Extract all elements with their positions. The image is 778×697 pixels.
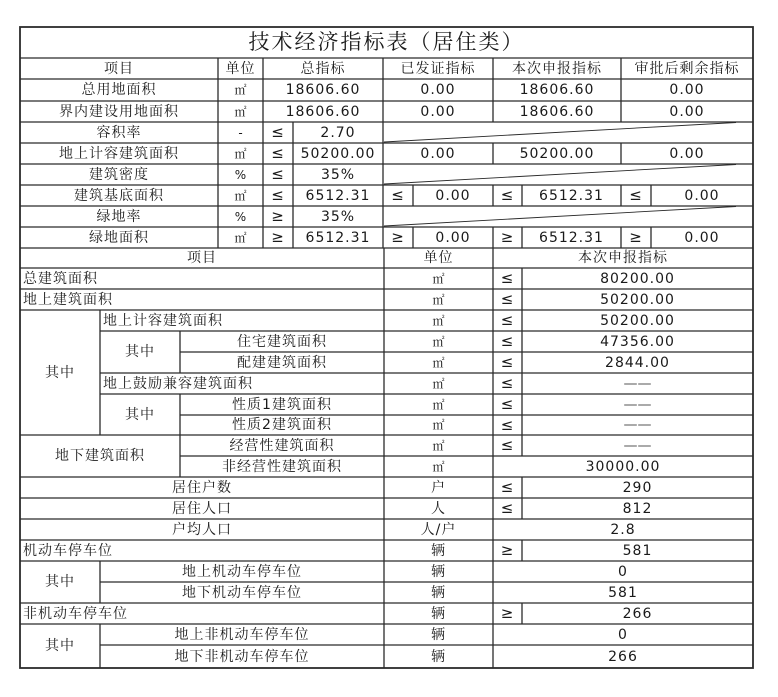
row-total-value: 35%	[320, 208, 356, 225]
row-issued-value: 0.00	[420, 103, 456, 120]
label-total-floor-area: 总建筑面积	[23, 270, 98, 287]
label-underground-area: 地下建筑面积	[55, 448, 145, 464]
label-type1-area: 性质1建筑面积	[232, 396, 332, 413]
label-of-which: 其中	[125, 406, 155, 423]
row-item-label: 绿地面积	[89, 229, 149, 246]
header-current: 本次申报指标	[512, 60, 602, 77]
row-remaining-value: 0.00	[684, 229, 720, 246]
row-value: 266	[622, 605, 653, 622]
row-operator: ≤	[500, 332, 515, 350]
header-item: 项目	[187, 250, 217, 266]
row-current-value: 18606.60	[519, 82, 595, 98]
row-current-value: 50200.00	[519, 145, 595, 162]
label-of-which: 其中	[45, 638, 75, 654]
table-title: 技术经济指标表（居住类）	[248, 30, 525, 54]
row-item-label: 总用地面积	[81, 82, 157, 98]
row-current-value: 6512.31	[539, 187, 604, 204]
row-unit: %	[234, 167, 247, 182]
row-unit: ㎡	[432, 418, 445, 432]
row-total-operator: ≤	[271, 123, 285, 141]
row-unit: ㎡	[234, 104, 247, 119]
row-operator: ≤	[500, 374, 515, 392]
row-item-label: 界内建设用地面积	[59, 103, 179, 120]
label-residential-area: 住宅建筑面积	[237, 333, 327, 350]
row-total-operator: ≤	[271, 186, 285, 204]
row-unit: ㎡	[234, 188, 247, 203]
row-unit: 辆	[431, 584, 446, 601]
header-total: 总指标	[300, 60, 346, 77]
row-remaining-value: 0.00	[669, 82, 705, 98]
row-unit: ㎡	[234, 146, 247, 161]
row-total-value: 50200.00	[300, 145, 376, 162]
row-operator: ≤	[500, 311, 515, 329]
row-total-operator: ≥	[271, 228, 285, 246]
row-value: 581	[622, 542, 653, 559]
row-unit: ㎡	[432, 292, 445, 307]
row-operator: ≤	[500, 415, 515, 434]
row-item-label: 绿地率	[96, 208, 142, 225]
row-item-label: 地上计容建筑面积	[59, 145, 179, 162]
row-unit: ㎡	[234, 83, 247, 97]
row-operator: ≤	[500, 478, 515, 496]
row-value: 266	[608, 648, 638, 665]
row-unit: 户	[431, 479, 446, 496]
row-value: 0	[618, 626, 628, 643]
row-unit: ㎡	[432, 438, 445, 453]
row-unit: 人	[431, 500, 446, 517]
row-total-operator: ≤	[271, 144, 285, 162]
row-remaining-operator: ≤	[629, 186, 643, 204]
label-above-ground-area: 地上建筑面积	[23, 291, 113, 308]
row-current-value: 18606.60	[519, 103, 595, 120]
row-operator: ≤	[500, 353, 515, 371]
label-incentive-far-area: 地上鼓励兼容建筑面积	[103, 375, 253, 392]
label-of-which: 其中	[45, 574, 75, 590]
row-unit: 辆	[431, 542, 446, 559]
row-issued-value: 0.00	[435, 229, 471, 246]
row-value: 2844.00	[605, 354, 670, 371]
label-motor-above: 地上机动车停车位	[182, 563, 302, 580]
row-value: 47356.00	[600, 333, 675, 350]
row-issued-value: 0.00	[435, 187, 471, 204]
row-value: 290	[622, 479, 653, 496]
row-current-operator: ≥	[500, 228, 515, 246]
label-population: 居住人口	[172, 500, 232, 517]
row-unit: ㎡	[234, 230, 247, 245]
header-current: 本次申报指标	[578, 250, 668, 266]
header-issued: 已发证指标	[400, 60, 476, 77]
row-unit: 辆	[431, 648, 446, 665]
header-unit: 单位	[423, 250, 454, 266]
row-issued-operator: ≤	[391, 186, 405, 204]
row-operator: ≤	[500, 395, 515, 413]
label-avg-household: 户均人口	[172, 521, 232, 538]
label-nonmotor-below: 地下非机动车停车位	[174, 648, 310, 665]
row-item-label: 建筑基底面积	[74, 187, 164, 204]
row-value: 0	[618, 563, 628, 580]
row-current-value: 6512.31	[539, 229, 604, 246]
label-of-which: 其中	[45, 364, 75, 381]
header-item: 项目	[104, 60, 134, 77]
row-unit: %	[234, 209, 247, 224]
row-issued-value: 0.00	[420, 82, 456, 98]
row-issued-operator: ≥	[391, 228, 405, 246]
row-total-value: 35%	[320, 166, 356, 183]
row-total-value: 2.70	[320, 124, 356, 141]
row-value: ——	[623, 396, 652, 413]
row-operator: ≤	[500, 436, 515, 454]
label-noncommercial-area: 非经营性建筑面积	[222, 458, 342, 475]
row-unit: ㎡	[432, 459, 445, 474]
row-value: ——	[623, 375, 652, 392]
row-unit: ㎡	[432, 313, 445, 328]
row-total-value: 6512.31	[305, 229, 371, 246]
row-value: 2.8	[610, 521, 636, 538]
label-motor-below: 地下机动车停车位	[182, 584, 302, 601]
row-unit: 辆	[431, 626, 446, 643]
row-value: 581	[608, 584, 638, 601]
row-value: 50200.00	[600, 291, 675, 308]
row-value: 812	[622, 500, 653, 517]
row-item-label: 容积率	[96, 124, 142, 141]
row-operator: ≥	[500, 541, 515, 559]
header-unit: 单位	[225, 60, 256, 77]
row-unit: 人/户	[420, 521, 457, 538]
label-nonmotor-above: 地上非机动车停车位	[174, 626, 310, 643]
row-unit: ㎡	[432, 397, 445, 412]
row-value: ——	[623, 437, 652, 454]
row-total-value: 18606.60	[285, 103, 361, 120]
row-unit: -	[238, 125, 243, 140]
label-motor-parking: 机动车停车位	[23, 542, 113, 559]
label-commercial-area: 经营性建筑面积	[229, 437, 335, 454]
row-total-value: 6512.31	[305, 187, 371, 204]
row-remaining-operator: ≥	[629, 228, 643, 246]
row-current-operator: ≤	[500, 186, 515, 204]
row-value: 30000.00	[585, 458, 661, 475]
label-supporting-area: 配建建筑面积	[237, 354, 327, 371]
header-remaining: 审批后剩余指标	[634, 60, 740, 77]
row-value: ——	[623, 417, 652, 433]
row-total-operator: ≤	[271, 165, 285, 183]
label-households: 居住户数	[172, 479, 232, 496]
label-type2-area: 性质2建筑面积	[232, 417, 332, 433]
row-item-label: 建筑密度	[89, 166, 149, 183]
label-of-which: 其中	[125, 344, 155, 360]
row-unit: 辆	[431, 563, 446, 580]
row-operator: ≤	[500, 290, 515, 308]
row-unit: 辆	[431, 605, 446, 622]
row-value: 80200.00	[600, 270, 675, 287]
row-unit: ㎡	[432, 355, 445, 370]
row-remaining-value: 0.00	[669, 103, 705, 120]
label-above-far-area: 地上计容建筑面积	[103, 312, 223, 329]
row-operator: ≤	[500, 499, 515, 517]
label-nonmotor-parking: 非机动车停车位	[23, 605, 128, 622]
row-operator: ≤	[500, 269, 515, 287]
row-unit: ㎡	[432, 334, 445, 349]
row-total-operator: ≥	[271, 207, 285, 225]
row-remaining-value: 0.00	[669, 145, 705, 162]
row-unit: ㎡	[432, 376, 445, 391]
row-issued-value: 0.00	[420, 145, 456, 162]
row-value: 50200.00	[600, 312, 675, 329]
row-remaining-value: 0.00	[684, 187, 720, 204]
row-operator: ≥	[500, 604, 515, 622]
row-unit: ㎡	[432, 271, 445, 286]
row-total-value: 18606.60	[285, 82, 361, 98]
